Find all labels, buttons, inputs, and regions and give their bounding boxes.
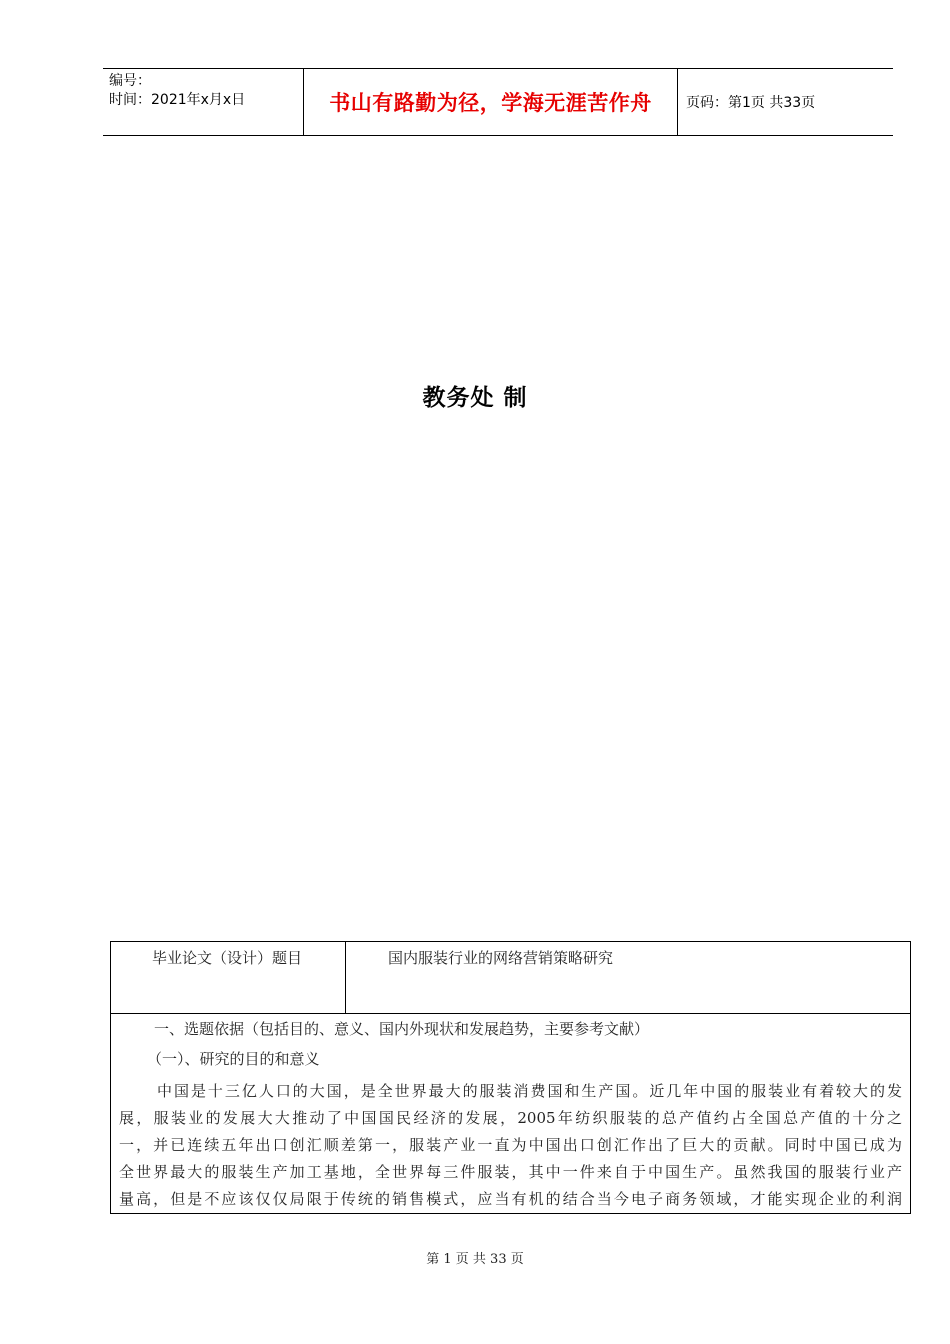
topic-label: 毕业论文（设计）题目	[111, 942, 346, 1013]
paragraph-line: 展，服装业的发展大大推动了中国国民经济的发展，2005年纺织服装的总产值约占全国总产值的十分之	[119, 1109, 902, 1127]
time-label: 时间：2021年x月x日	[109, 92, 246, 108]
topic-value: 国内服装行业的网络营销策略研究	[388, 949, 614, 967]
paragraph-line: 一，并已连续五年出口创汇顺差第一，服装产业一直为中国出口创汇作出了巨大的贡献。同时中国已成为	[119, 1136, 902, 1154]
thesis-form-table	[110, 941, 911, 1214]
header-page-info: 页码：第1页 共33页	[686, 95, 816, 111]
paragraph-line: 全世界最大的服装生产加工基地，全世界每三件服装，其中一件来自于中国生产。虽然我国的服装行业产	[119, 1163, 902, 1181]
paragraph-line: 中国是十三亿人口的大国，是全世界最大的服装消费国和生产国。近几年中国的服装业有着较大的发	[157, 1082, 902, 1100]
page-footer: 第 1 页 共 33 页	[426, 1252, 524, 1267]
section2-heading: （一）、研究的目的和意义	[147, 1050, 320, 1068]
purpose-paragraph	[119, 1078, 902, 1213]
header-meta	[103, 69, 304, 135]
page-header	[103, 68, 893, 136]
paragraph-line: 量高，但是不应该仅仅局限于传统的销售模式，应当有机的结合当今电子商务领域，才能实现企业的利润	[119, 1190, 902, 1208]
header-motto: 书山有路勤为径，学海无涯苦作舟	[304, 69, 678, 135]
basis-section	[111, 1014, 910, 1213]
section1-heading: 一、选题依据（包括目的、意义、国内外现状和发展趋势，主要参考文献）	[154, 1020, 650, 1038]
number-label: 编号：	[109, 73, 151, 89]
cover-title: 教务处 制	[422, 385, 528, 411]
topic-row	[111, 942, 910, 1014]
